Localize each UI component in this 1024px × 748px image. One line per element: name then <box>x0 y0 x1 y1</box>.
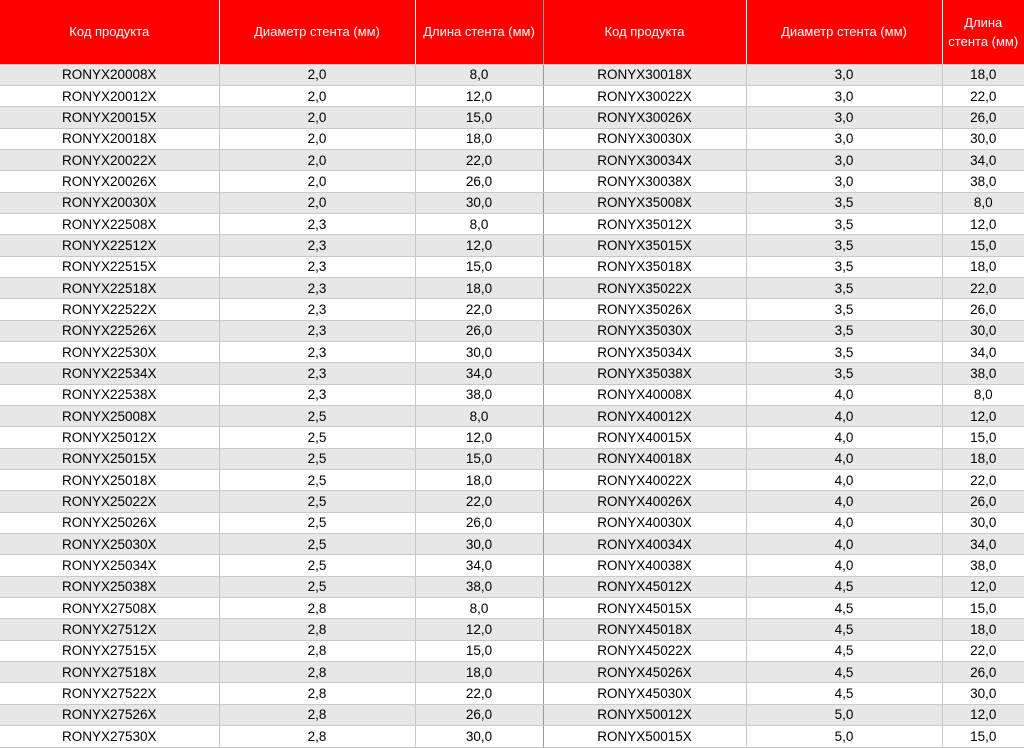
stent-length-cell: 18,0 <box>415 662 543 683</box>
product-code-cell: RONYX20008X <box>0 64 219 85</box>
stent-length-cell: 26,0 <box>942 491 1024 512</box>
stent-length-cell: 12,0 <box>415 235 543 256</box>
product-code-cell: RONYX22515X <box>0 256 219 277</box>
table-row <box>0 470 1024 491</box>
product-code-cell: RONYX40030X <box>543 512 746 533</box>
stent-diameter-cell: 3,5 <box>746 256 942 277</box>
product-code-cell: RONYX40022X <box>543 470 746 491</box>
table-row <box>0 85 1024 106</box>
stent-length-cell: 30,0 <box>942 683 1024 704</box>
stent-diameter-cell: 4,5 <box>746 619 942 640</box>
table-row <box>0 107 1024 128</box>
stent-length-cell: 22,0 <box>415 683 543 704</box>
product-code-cell: RONYX20026X <box>0 171 219 192</box>
stent-diameter-cell: 2,0 <box>219 107 415 128</box>
stent-diameter-cell: 3,5 <box>746 341 942 362</box>
product-code-cell: RONYX22508X <box>0 213 219 234</box>
product-code-cell: RONYX35034X <box>543 341 746 362</box>
stent-diameter-cell: 2,8 <box>219 619 415 640</box>
stent-diameter-cell: 2,3 <box>219 277 415 298</box>
stent-length-cell: 18,0 <box>942 64 1024 85</box>
table-row <box>0 640 1024 661</box>
product-code-cell: RONYX22538X <box>0 384 219 405</box>
stent-length-cell: 30,0 <box>415 534 543 555</box>
stent-diameter-cell: 3,0 <box>746 64 942 85</box>
table-row <box>0 448 1024 469</box>
stent-diameter-cell: 4,0 <box>746 384 942 405</box>
product-code-cell: RONYX35018X <box>543 256 746 277</box>
product-code-cell: RONYX30030X <box>543 128 746 149</box>
stent-diameter-cell: 2,3 <box>219 213 415 234</box>
product-code-cell: RONYX22530X <box>0 341 219 362</box>
stent-diameter-cell: 2,0 <box>219 128 415 149</box>
product-code-cell: RONYX22526X <box>0 320 219 341</box>
stent-diameter-cell: 3,0 <box>746 171 942 192</box>
stent-diameter-cell: 2,5 <box>219 448 415 469</box>
stent-diameter-cell: 3,5 <box>746 363 942 384</box>
stent-diameter-cell: 2,8 <box>219 683 415 704</box>
product-code-cell: RONYX25018X <box>0 470 219 491</box>
table-row <box>0 534 1024 555</box>
stent-diameter-cell: 2,8 <box>219 704 415 725</box>
header-product-code-1: Код продукта <box>0 0 219 64</box>
stent-length-cell: 15,0 <box>415 107 543 128</box>
product-code-cell: RONYX25034X <box>0 555 219 576</box>
stent-length-cell: 18,0 <box>415 470 543 491</box>
stent-length-cell: 26,0 <box>415 512 543 533</box>
product-code-cell: RONYX35022X <box>543 277 746 298</box>
stent-length-cell: 34,0 <box>942 149 1024 170</box>
product-code-cell: RONYX45022X <box>543 640 746 661</box>
table-row <box>0 704 1024 725</box>
stent-length-cell: 34,0 <box>415 363 543 384</box>
product-code-cell: RONYX40012X <box>543 406 746 427</box>
product-code-cell: RONYX45026X <box>543 662 746 683</box>
table-row <box>0 726 1024 747</box>
product-code-cell: RONYX27526X <box>0 704 219 725</box>
stent-length-cell: 8,0 <box>942 192 1024 213</box>
stent-diameter-cell: 2,5 <box>219 576 415 597</box>
table-header <box>0 0 1024 64</box>
product-code-cell: RONYX45018X <box>543 619 746 640</box>
stent-length-cell: 15,0 <box>415 256 543 277</box>
stent-diameter-cell: 2,5 <box>219 534 415 555</box>
product-code-cell: RONYX20030X <box>0 192 219 213</box>
stent-diameter-cell: 5,0 <box>746 704 942 725</box>
stent-diameter-cell: 2,8 <box>219 662 415 683</box>
product-code-cell: RONYX20015X <box>0 107 219 128</box>
table-row <box>0 149 1024 170</box>
stent-length-cell: 30,0 <box>415 192 543 213</box>
stent-diameter-cell: 2,5 <box>219 491 415 512</box>
table-row <box>0 619 1024 640</box>
stent-length-cell: 12,0 <box>415 619 543 640</box>
stent-length-cell: 15,0 <box>942 726 1024 747</box>
stent-diameter-cell: 2,3 <box>219 320 415 341</box>
product-code-cell: RONYX40034X <box>543 534 746 555</box>
stent-diameter-cell: 2,0 <box>219 64 415 85</box>
stent-length-cell: 38,0 <box>415 576 543 597</box>
table-row <box>0 491 1024 512</box>
stent-length-cell: 12,0 <box>942 704 1024 725</box>
table-row <box>0 576 1024 597</box>
stent-diameter-cell: 4,5 <box>746 683 942 704</box>
stent-diameter-cell: 2,5 <box>219 427 415 448</box>
product-code-cell: RONYX20022X <box>0 149 219 170</box>
stent-length-cell: 38,0 <box>942 555 1024 576</box>
product-code-cell: RONYX27522X <box>0 683 219 704</box>
stent-length-cell: 22,0 <box>942 470 1024 491</box>
table-row <box>0 384 1024 405</box>
product-code-cell: RONYX27512X <box>0 619 219 640</box>
stent-diameter-cell: 4,0 <box>746 555 942 576</box>
stent-diameter-cell: 3,5 <box>746 235 942 256</box>
stent-diameter-cell: 4,5 <box>746 598 942 619</box>
product-code-cell: RONYX22522X <box>0 299 219 320</box>
table-row <box>0 277 1024 298</box>
product-code-cell: RONYX45012X <box>543 576 746 597</box>
stent-diameter-cell: 3,5 <box>746 277 942 298</box>
stent-length-cell: 26,0 <box>415 704 543 725</box>
stent-diameter-cell: 2,3 <box>219 235 415 256</box>
product-code-cell: RONYX25015X <box>0 448 219 469</box>
product-code-cell: RONYX50015X <box>543 726 746 747</box>
header-stent-diameter-1: Диаметр стента (мм) <box>219 0 415 64</box>
product-code-cell: RONYX30038X <box>543 171 746 192</box>
product-code-cell: RONYX30034X <box>543 149 746 170</box>
product-code-cell: RONYX40026X <box>543 491 746 512</box>
stent-length-cell: 34,0 <box>942 341 1024 362</box>
stent-length-cell: 12,0 <box>415 85 543 106</box>
product-code-cell: RONYX35030X <box>543 320 746 341</box>
table-row <box>0 128 1024 149</box>
stent-diameter-cell: 2,5 <box>219 512 415 533</box>
product-code-cell: RONYX40015X <box>543 427 746 448</box>
header-row <box>0 0 1024 64</box>
table-row <box>0 171 1024 192</box>
stent-diameter-cell: 4,0 <box>746 491 942 512</box>
stent-length-cell: 30,0 <box>942 128 1024 149</box>
table-row <box>0 192 1024 213</box>
stent-length-cell: 38,0 <box>942 171 1024 192</box>
stent-length-cell: 12,0 <box>942 213 1024 234</box>
stent-length-cell: 18,0 <box>942 256 1024 277</box>
stent-diameter-cell: 3,0 <box>746 128 942 149</box>
stent-diameter-cell: 4,0 <box>746 512 942 533</box>
stent-length-cell: 38,0 <box>942 363 1024 384</box>
stent-diameter-cell: 4,0 <box>746 470 942 491</box>
product-code-cell: RONYX20018X <box>0 128 219 149</box>
stent-diameter-cell: 3,5 <box>746 299 942 320</box>
product-code-cell: RONYX25008X <box>0 406 219 427</box>
stent-length-cell: 15,0 <box>415 640 543 661</box>
stent-length-cell: 30,0 <box>415 726 543 747</box>
table-row <box>0 683 1024 704</box>
stent-diameter-cell: 2,3 <box>219 363 415 384</box>
stent-length-cell: 8,0 <box>415 213 543 234</box>
stent-diameter-cell: 3,0 <box>746 149 942 170</box>
stent-length-cell: 15,0 <box>415 448 543 469</box>
stent-length-cell: 15,0 <box>942 235 1024 256</box>
product-code-cell: RONYX40008X <box>543 384 746 405</box>
table-row <box>0 512 1024 533</box>
product-code-cell: RONYX35012X <box>543 213 746 234</box>
table-row <box>0 235 1024 256</box>
table-row <box>0 406 1024 427</box>
table-row <box>0 598 1024 619</box>
product-code-cell: RONYX35038X <box>543 363 746 384</box>
stent-diameter-cell: 2,8 <box>219 598 415 619</box>
stent-length-cell: 22,0 <box>415 149 543 170</box>
stent-diameter-cell: 4,5 <box>746 640 942 661</box>
stent-diameter-cell: 2,5 <box>219 406 415 427</box>
stent-length-cell: 8,0 <box>415 64 543 85</box>
stent-diameter-cell: 3,5 <box>746 320 942 341</box>
stent-diameter-cell: 2,0 <box>219 171 415 192</box>
stent-length-cell: 8,0 <box>415 598 543 619</box>
stent-diameter-cell: 2,5 <box>219 555 415 576</box>
stent-diameter-cell: 2,0 <box>219 149 415 170</box>
stent-diameter-cell: 4,0 <box>746 534 942 555</box>
product-code-cell: RONYX30026X <box>543 107 746 128</box>
stent-diameter-cell: 2,5 <box>219 470 415 491</box>
stent-length-cell: 26,0 <box>415 171 543 192</box>
table-row <box>0 64 1024 85</box>
stent-length-cell: 34,0 <box>415 555 543 576</box>
table-row <box>0 320 1024 341</box>
stent-length-cell: 26,0 <box>415 320 543 341</box>
stent-length-cell: 12,0 <box>942 576 1024 597</box>
stent-diameter-cell: 2,3 <box>219 299 415 320</box>
product-code-cell: RONYX35008X <box>543 192 746 213</box>
table-row <box>0 662 1024 683</box>
table-row <box>0 427 1024 448</box>
table-row <box>0 256 1024 277</box>
stent-diameter-cell: 3,5 <box>746 192 942 213</box>
stent-length-cell: 12,0 <box>415 427 543 448</box>
product-code-cell: RONYX27508X <box>0 598 219 619</box>
product-code-cell: RONYX45015X <box>543 598 746 619</box>
table-row <box>0 363 1024 384</box>
stent-length-cell: 34,0 <box>942 534 1024 555</box>
stent-diameter-cell: 4,0 <box>746 427 942 448</box>
product-code-cell: RONYX27518X <box>0 662 219 683</box>
stent-diameter-cell: 3,0 <box>746 85 942 106</box>
stent-length-cell: 15,0 <box>942 427 1024 448</box>
product-code-cell: RONYX27530X <box>0 726 219 747</box>
stent-length-cell: 30,0 <box>942 512 1024 533</box>
stent-diameter-cell: 4,5 <box>746 662 942 683</box>
stent-diameter-cell: 2,8 <box>219 640 415 661</box>
product-code-cell: RONYX25038X <box>0 576 219 597</box>
stent-length-cell: 26,0 <box>942 662 1024 683</box>
stent-length-cell: 12,0 <box>942 406 1024 427</box>
header-stent-length-1: Длина стента (мм) <box>415 0 543 64</box>
product-code-cell: RONYX35015X <box>543 235 746 256</box>
stent-length-cell: 18,0 <box>415 277 543 298</box>
table-row <box>0 341 1024 362</box>
stent-length-cell: 18,0 <box>415 128 543 149</box>
stent-diameter-cell: 5,0 <box>746 726 942 747</box>
product-code-cell: RONYX25030X <box>0 534 219 555</box>
header-product-code-2: Код продукта <box>543 0 746 64</box>
product-code-cell: RONYX30022X <box>543 85 746 106</box>
stent-length-cell: 38,0 <box>415 384 543 405</box>
stent-diameter-cell: 2,0 <box>219 85 415 106</box>
table-body <box>0 64 1024 747</box>
stent-diameter-cell: 2,3 <box>219 341 415 362</box>
stent-diameter-cell: 3,0 <box>746 107 942 128</box>
stent-length-cell: 22,0 <box>942 277 1024 298</box>
header-stent-diameter-2: Диаметр стента (мм) <box>746 0 942 64</box>
product-code-cell: RONYX35026X <box>543 299 746 320</box>
table-row <box>0 213 1024 234</box>
product-code-cell: RONYX25022X <box>0 491 219 512</box>
product-code-cell: RONYX30018X <box>543 64 746 85</box>
stent-length-cell: 30,0 <box>942 320 1024 341</box>
product-code-cell: RONYX22534X <box>0 363 219 384</box>
table-row <box>0 555 1024 576</box>
stent-diameter-cell: 4,0 <box>746 406 942 427</box>
stent-length-cell: 26,0 <box>942 107 1024 128</box>
stent-diameter-cell: 2,3 <box>219 256 415 277</box>
stent-diameter-cell: 3,5 <box>746 213 942 234</box>
product-code-cell: RONYX40018X <box>543 448 746 469</box>
product-code-cell: RONYX22512X <box>0 235 219 256</box>
stent-length-cell: 18,0 <box>942 619 1024 640</box>
stent-diameter-cell: 2,8 <box>219 726 415 747</box>
stent-diameter-cell: 2,0 <box>219 192 415 213</box>
table-row <box>0 299 1024 320</box>
stent-length-cell: 8,0 <box>942 384 1024 405</box>
stent-diameter-cell: 2,3 <box>219 384 415 405</box>
product-code-cell: RONYX45030X <box>543 683 746 704</box>
stent-diameter-cell: 4,0 <box>746 448 942 469</box>
product-code-cell: RONYX25026X <box>0 512 219 533</box>
stent-length-cell: 26,0 <box>942 299 1024 320</box>
stent-length-cell: 15,0 <box>942 598 1024 619</box>
product-code-cell: RONYX50012X <box>543 704 746 725</box>
stent-length-cell: 18,0 <box>942 448 1024 469</box>
stent-length-cell: 22,0 <box>415 299 543 320</box>
product-code-cell: RONYX22518X <box>0 277 219 298</box>
header-stent-length-2: Длина стента (мм) <box>942 0 1024 64</box>
stent-diameter-cell: 4,5 <box>746 576 942 597</box>
product-code-cell: RONYX40038X <box>543 555 746 576</box>
product-code-cell: RONYX27515X <box>0 640 219 661</box>
stent-length-cell: 22,0 <box>415 491 543 512</box>
stent-length-cell: 30,0 <box>415 341 543 362</box>
stent-length-cell: 22,0 <box>942 640 1024 661</box>
product-code-cell: RONYX20012X <box>0 85 219 106</box>
stent-length-cell: 22,0 <box>942 85 1024 106</box>
product-code-cell: RONYX25012X <box>0 427 219 448</box>
stent-length-cell: 8,0 <box>415 406 543 427</box>
